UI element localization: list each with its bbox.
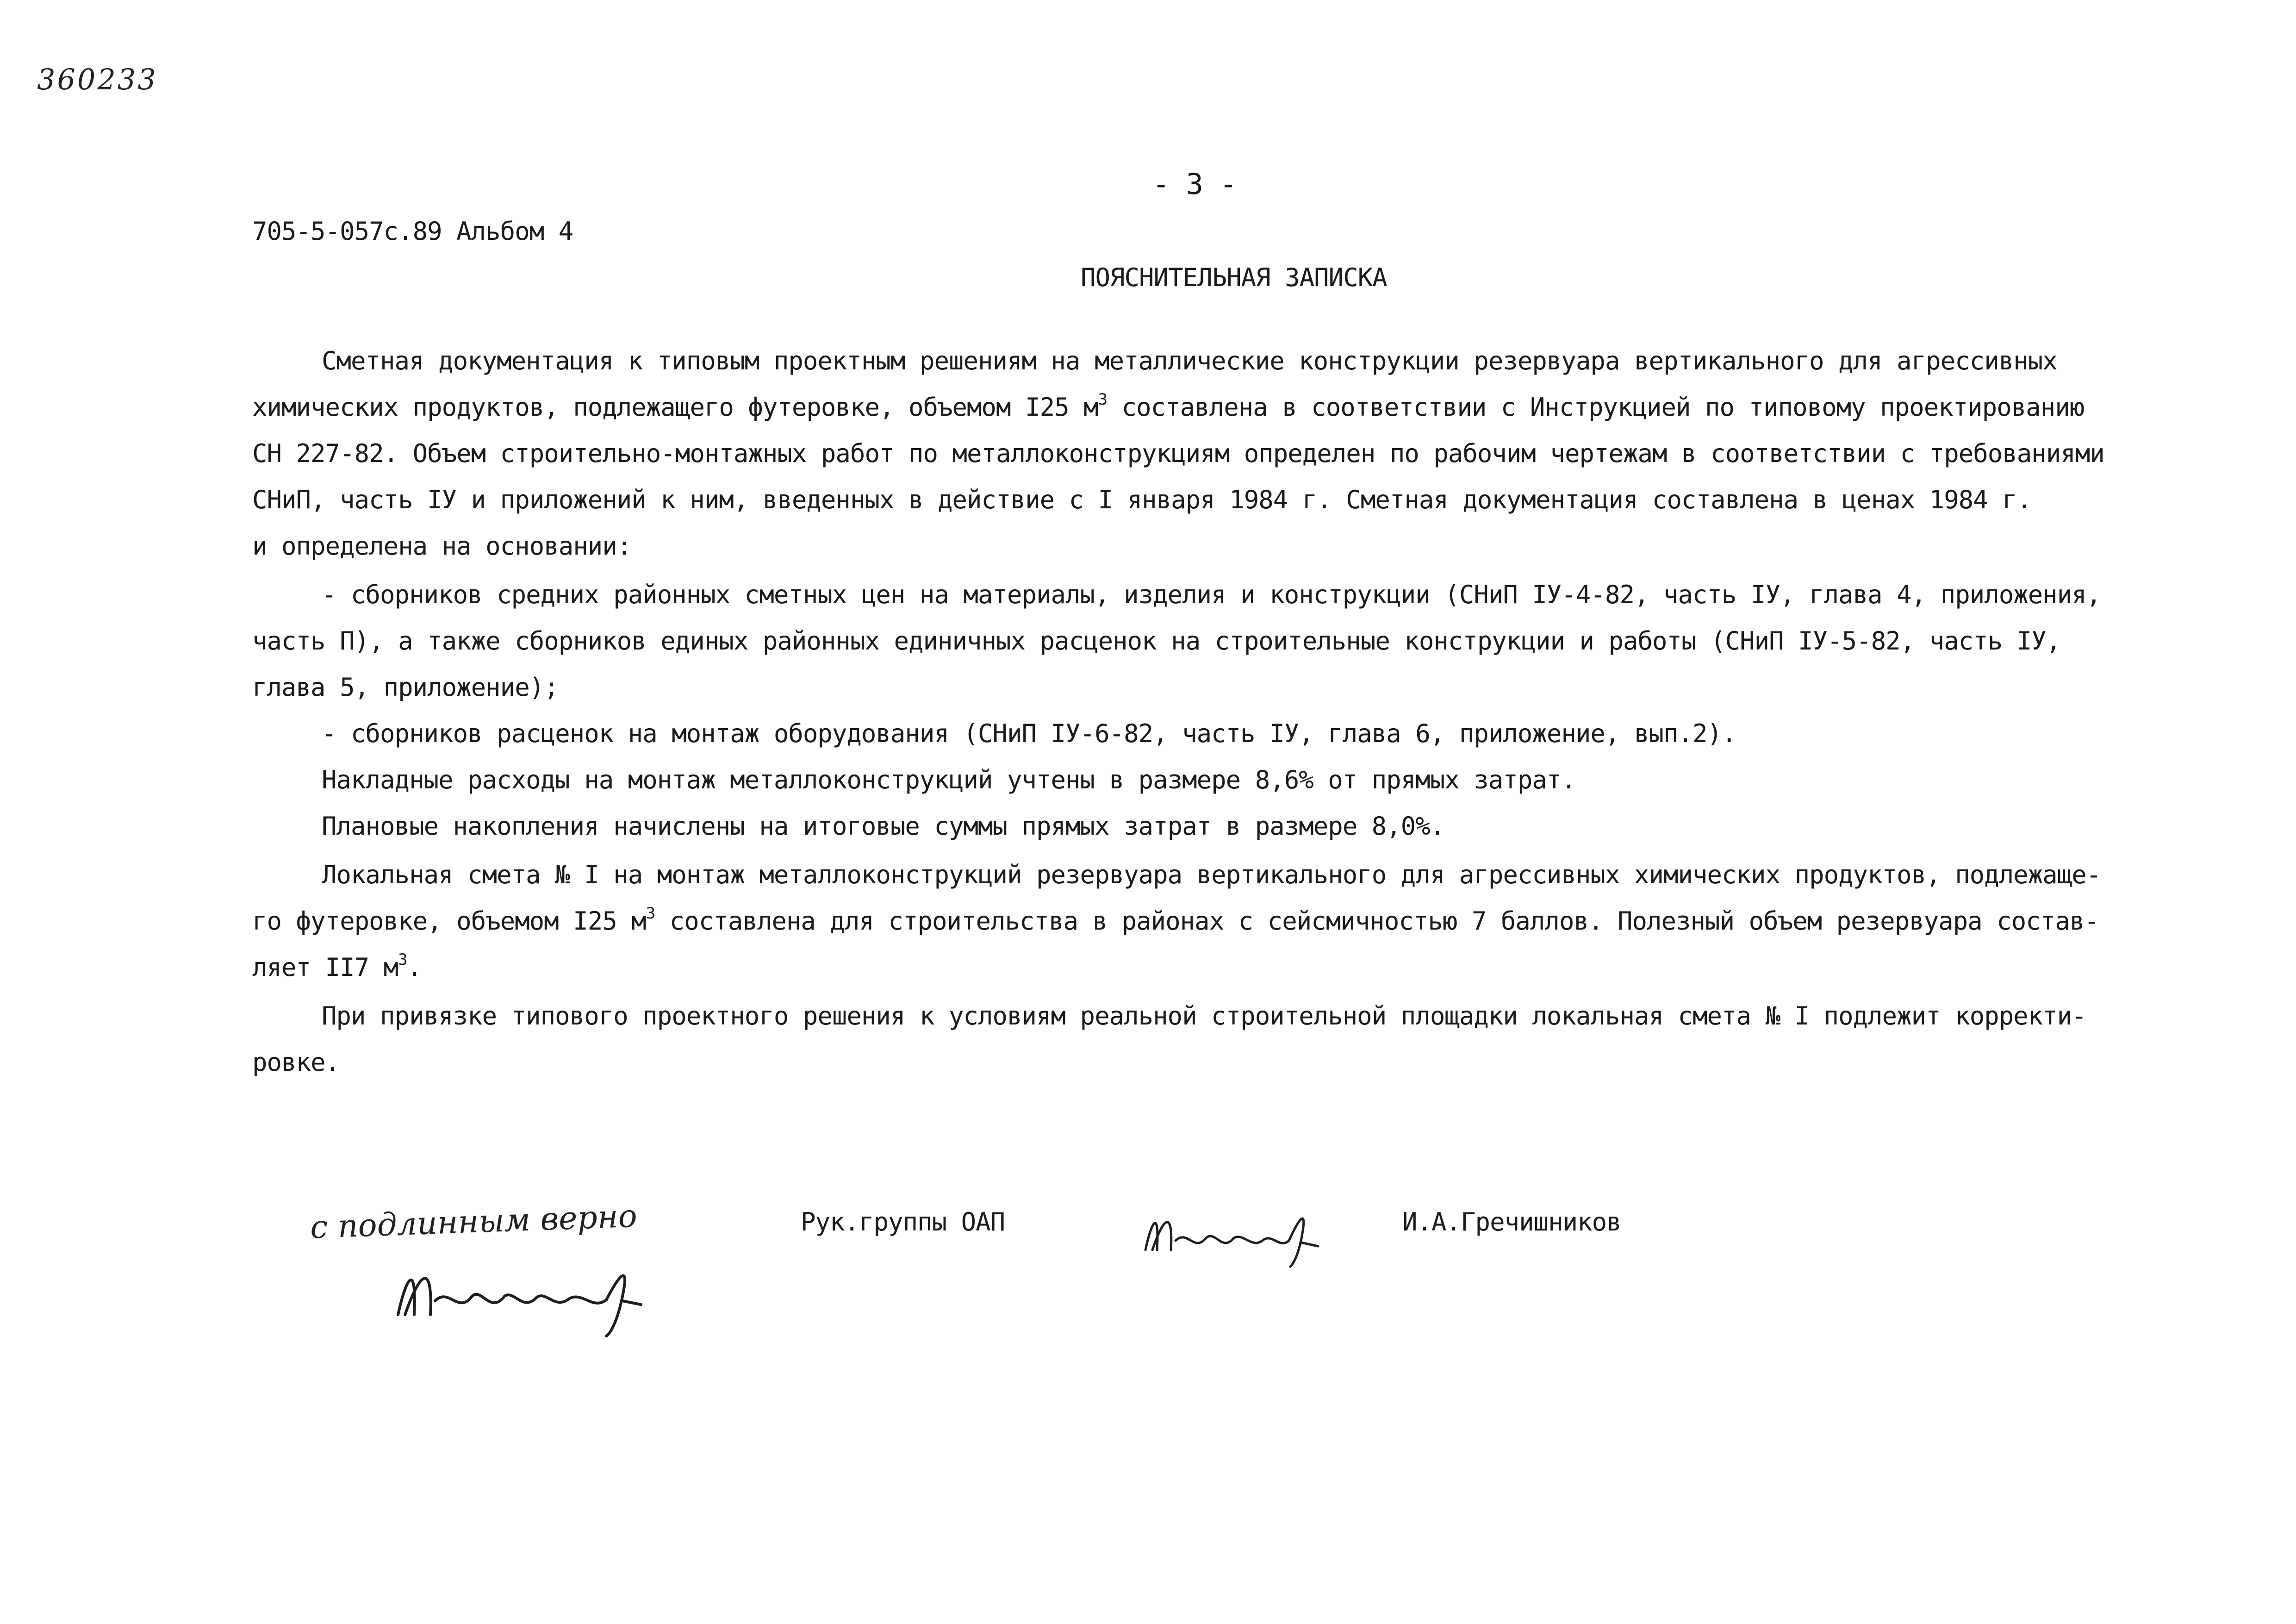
body-line: Сметная документация к типовым проектным решениям на металлические конструкции резервуара вертикального для агрессивных <box>322 346 2057 375</box>
superscript-cubed: 3 <box>646 904 655 923</box>
body-line: Накладные расходы на монтаж металлоконструкций учтены в размере 8,6% от прямых затрат. <box>322 765 1576 794</box>
body-line: - сборников расценок на монтаж оборудования (СНиП IУ-6-82, часть IУ, глава 6, приложение, вып.2). <box>322 719 1736 748</box>
document-title: ПОЯСНИТЕЛЬНАЯ ЗАПИСКА <box>1081 263 1387 292</box>
body-line: глава 5, приложение); <box>252 673 559 702</box>
superscript-cubed: 3 <box>398 950 407 969</box>
body-line: часть П), а также сборников единых районных единичных расценок на строительные конструкции и работы (СНиП IУ-5-82, часть IУ, <box>252 626 2061 656</box>
body-line: СН 227-82. Объем строительно-монтажных работ по металлоконструкциям определен по рабочим чертежам в соответствии с требованиями <box>252 439 2104 468</box>
body-line: ляет II7 $м^3$. <box>252 950 422 982</box>
superscript-cubed: 3 <box>1098 390 1108 409</box>
body-line: го футеровке, объемом I25 $м^3$ составлена для строительства в районах с сейсмичностью 7 баллов. Полезный объем резервуара состав- <box>252 904 2099 936</box>
group-leader-name: И.А.Гречишников <box>1402 1207 1621 1237</box>
body-line: Локальная смета № I на монтаж металлоконструкций резервуара вертикального для агрессивных химических продуктов, подлежаще- <box>322 860 2101 889</box>
document-code: 705-5-057с.89 Альбом 4 <box>252 217 573 246</box>
page-number: - 3 - <box>1152 167 1237 201</box>
body-line: При привязке типового проектного решения к условиям реальной строительной площадки локальная смета № I подлежит корректи- <box>322 1001 2086 1031</box>
handwritten-signature <box>389 1245 648 1338</box>
archive-number: 360233 <box>37 62 158 96</box>
body-line: ровке. <box>252 1048 340 1077</box>
body-line: и определена на основании: <box>252 531 632 561</box>
body-line: Плановые накопления начислены на итоговые суммы прямых затрат в размере 8,0%. <box>322 812 1445 841</box>
handwritten-signature <box>1139 1194 1324 1268</box>
body-line: химических продуктов, подлежащего футеровке, объемом I25 $м^3$ составлена в соответствии с Инструкцией по типовому проектированию <box>252 390 2084 422</box>
body-line: СНиП, часть IУ и приложений к ним, введенных в действие с I января 1984 г. Сметная документация составлена в ценах 1984 г. <box>252 485 2032 514</box>
group-leader-label: Рук.группы ОАП <box>801 1207 1005 1237</box>
verified-copy-note: с подлинным верно <box>309 1198 638 1246</box>
body-line: - сборников средних районных сметных цен на материалы, изделия и конструкции (СНиП IУ-4-82, часть IУ, глава 4, приложения, <box>322 580 2101 609</box>
